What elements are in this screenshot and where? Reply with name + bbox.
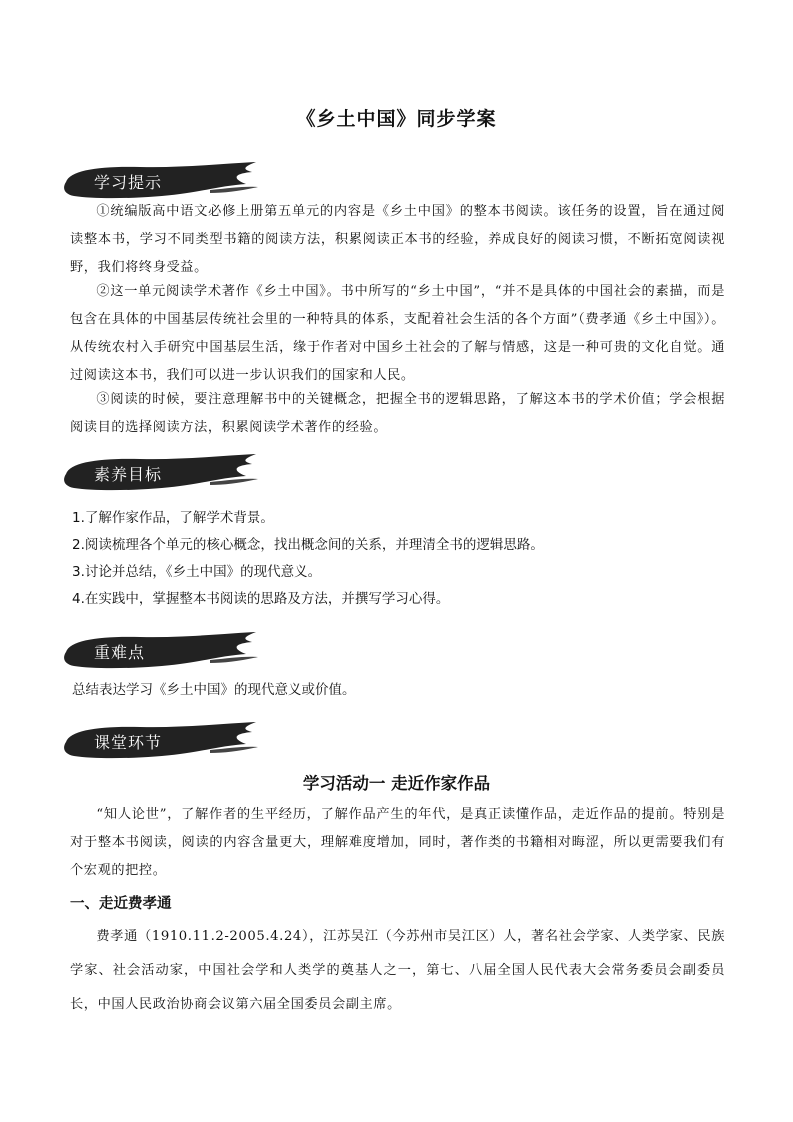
goal-item: 3.讨论并总结，《乡土中国》的现代意义。 [72, 564, 322, 580]
section-header-tips [60, 160, 260, 202]
activity-intro: “知人论世”，了解作者的生平经历，了解作品产生的年代，是真正读懂作品，走近作品的提前。特别是对于整本书阅读，阅读的内容含量更大，理解难度增加，同时，著作类的书籍相对晦涩，所以更需要我们有个宏观的把控。 [70, 807, 725, 878]
section-label: 学习提示 [94, 173, 163, 192]
goal-item: 1.了解作家作品，了解学术背景。 [72, 510, 274, 526]
key-point-text: 总结表达学习《乡土中国》的现代意义或价值。 [72, 682, 356, 698]
activity-title: 学习活动一 走近作家作品 [302, 774, 491, 793]
tips-paragraph-2: ②这一单元阅读学术著作《乡土中国》。书中所写的“乡土中国”，“并不是具体的中国社会的素描，而是包含在具体的中国基层传统社会里的一种特具的体系，支配着社会生活的各个方面”（费孝通《乡土中国》）。从传统农村入手研究中国基层生活，缘于作者对中国乡土社会的了解与情感，这是一种可贵的文化自觉。通过阅读这本书，我们可以进一步认识我们的国家和人民。 [70, 284, 725, 383]
section-header-class [60, 720, 260, 762]
section-label: 素养目标 [94, 465, 163, 484]
goal-item: 2.阅读梳理各个单元的核心概念，找出概念间的关系，并理清全书的逻辑思路。 [72, 537, 544, 553]
tips-paragraph-1: ①统编版高中语文必修上册第五单元的内容是《乡土中国》的整本书阅读。该任务的设置，旨在通过阅读整本书，学习不同类型书籍的阅读方法，积累阅读正本书的经验，养成良好的阅读习惯，不断拓宽阅读视野，我们将终身受益。 [70, 204, 725, 275]
goal-item: 4.在实践中，掌握整本书阅读的思路及方法，并撰写学习心得。 [72, 591, 450, 607]
tips-paragraph-3: ③阅读的时候，要注意理解书中的关键概念，把握全书的逻辑思路，了解这本书的学术价值；学会根据阅读目的选择阅读方法，积累阅读学术著作的经验。 [70, 392, 725, 435]
section-header-key [60, 630, 260, 672]
section-header-goals [60, 452, 260, 494]
page-title: 《乡土中国》同步学案 [296, 108, 497, 130]
brush-stroke-icon [60, 630, 260, 672]
bio-paragraph: 费孝通（1910.11.2-2005.4.24），江苏吴江（今苏州市吴江区）人，著名社会学家、人类学家、民族学家、社会活动家，中国社会学和人类学的奠基人之一，第七、八届全国人民代表大会常务委员会副委员长，中国人民政治协商会议第六届全国委员会副主席。 [70, 929, 725, 1012]
subheading: 一、走近费孝通 [70, 896, 172, 912]
section-label: 课堂环节 [94, 733, 163, 752]
section-label: 重难点 [94, 643, 146, 662]
